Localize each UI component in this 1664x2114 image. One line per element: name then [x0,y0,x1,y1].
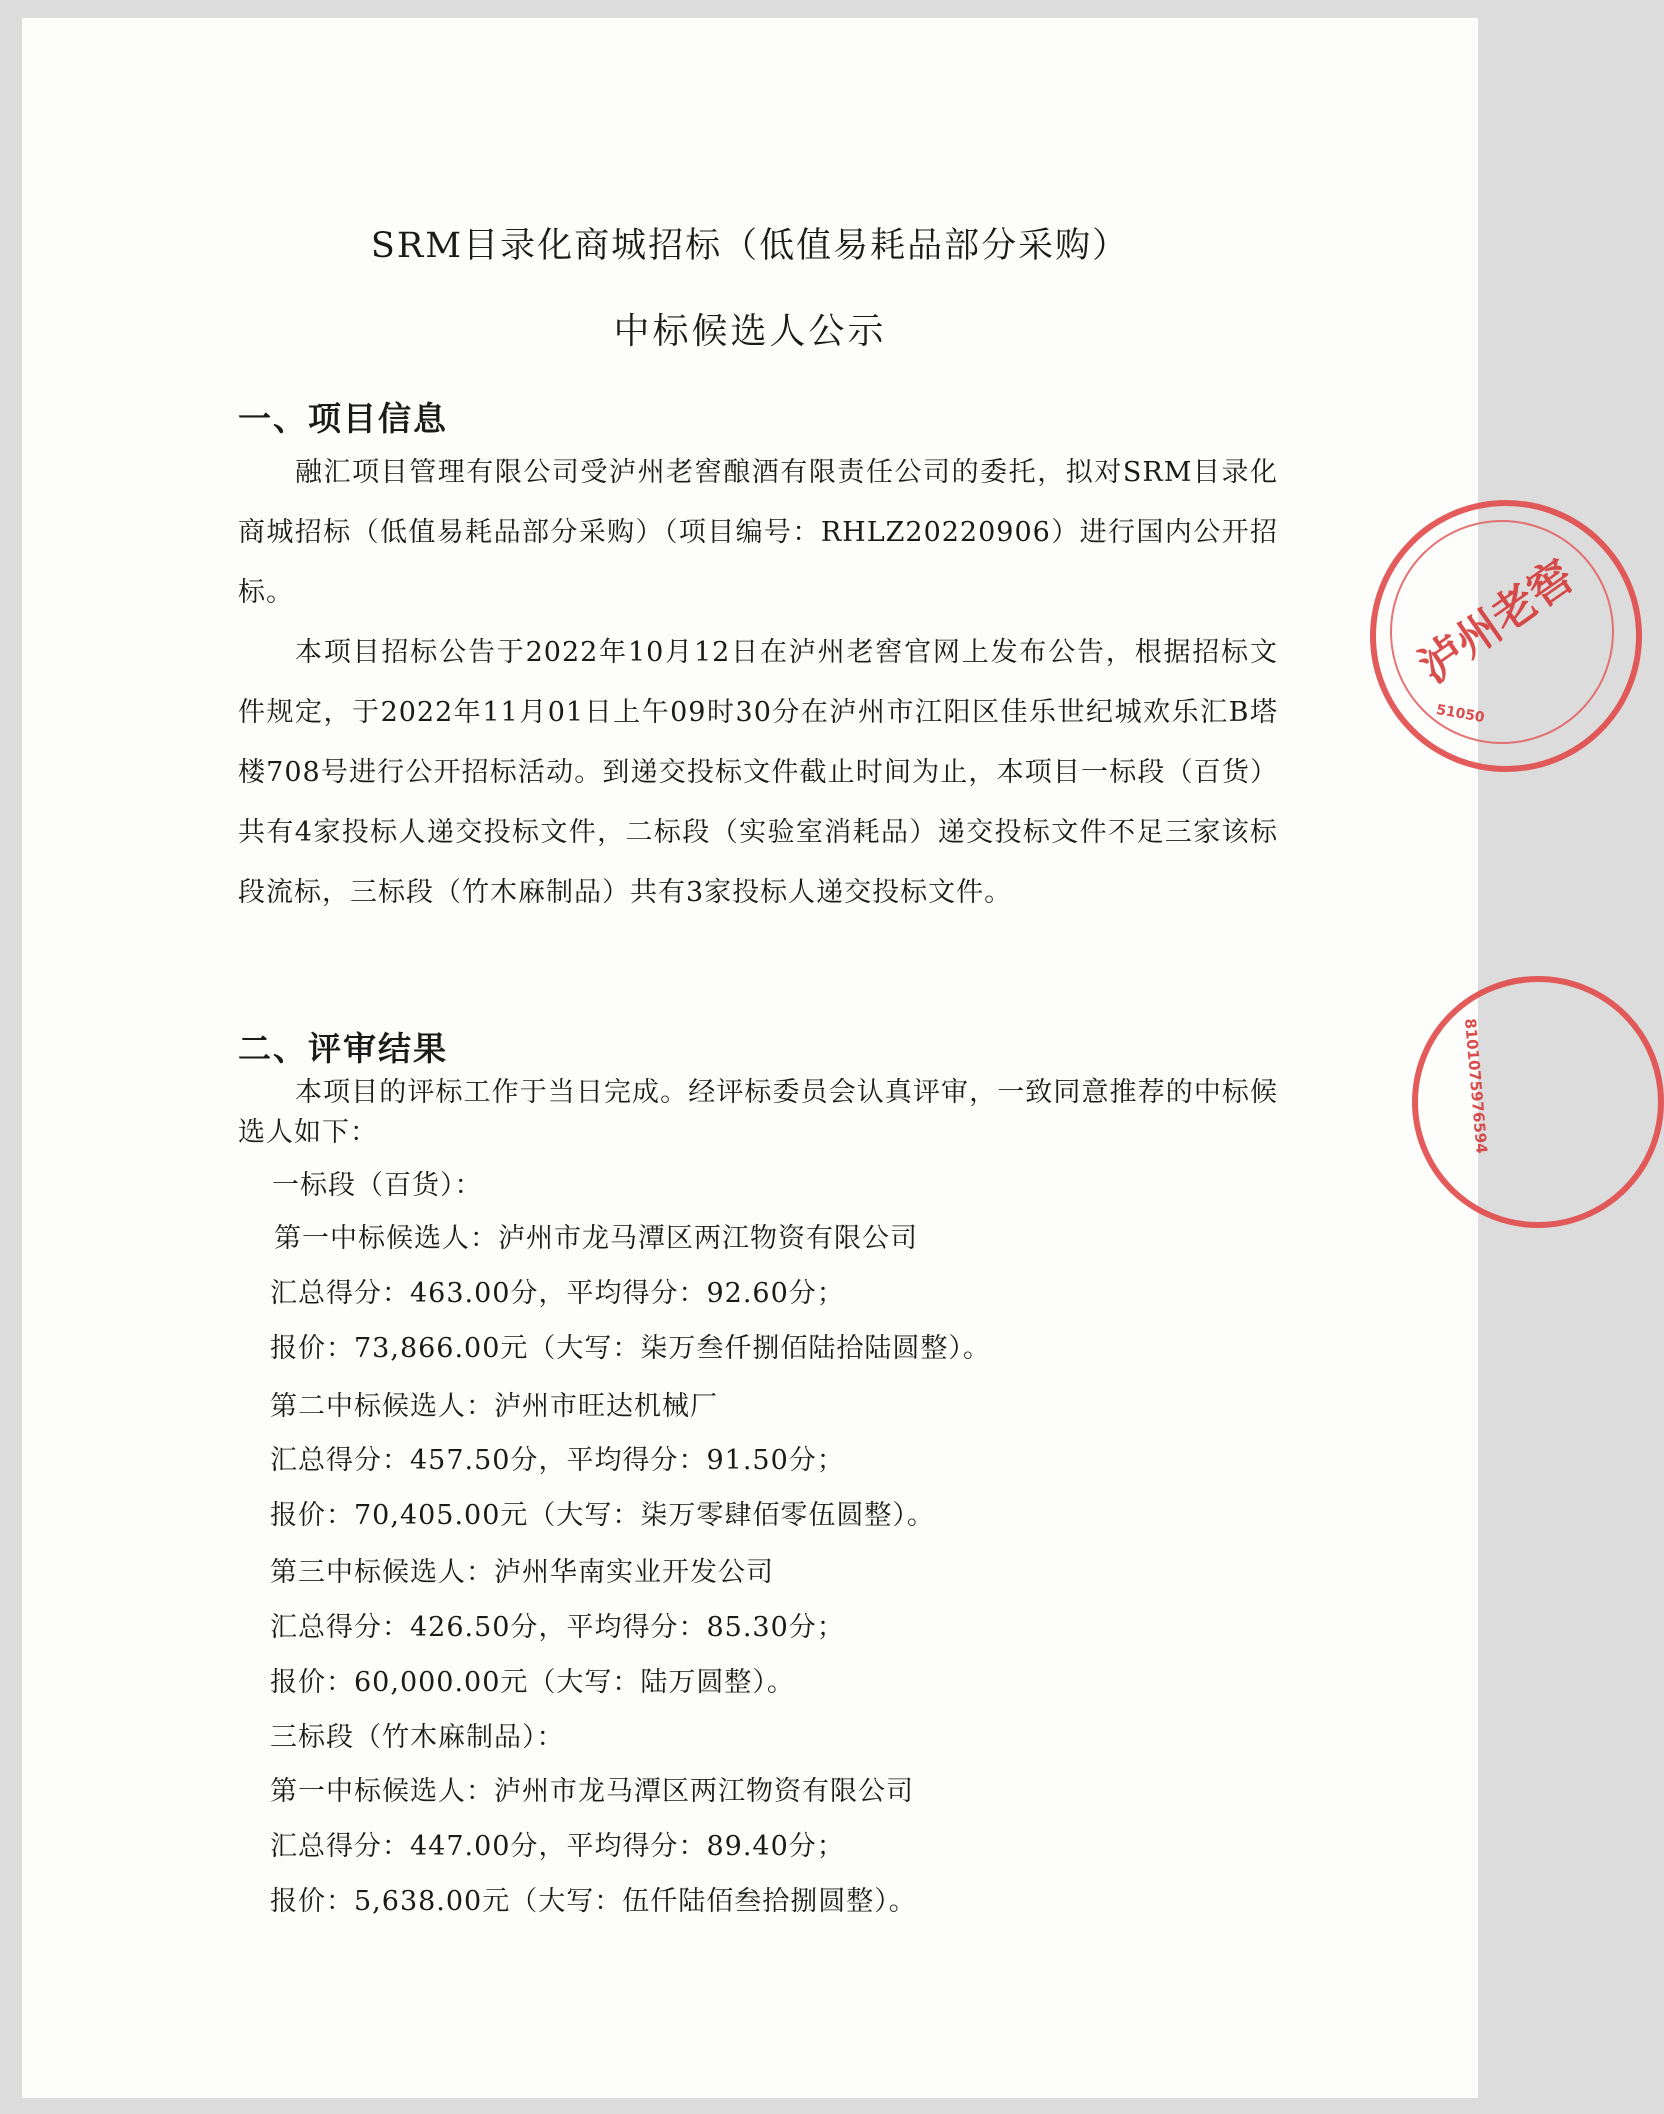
seal-1-code: 51050 [1434,701,1486,727]
lot1-candidate2-name: 第二中标候选人：泸州市旺达机械厂 [270,1391,718,1422]
lot1-candidate2-score: 汇总得分：457.50分，平均得分：91.50分； [270,1445,845,1476]
section1-paragraph-1: 融汇项目管理有限公司受泸州老窖酿酒有限责任公司的委托，拟对SRM目录化商城招标（低值易耗品部分采购）（项目编号：RHLZ20220906）进行国内公开招标。 [238,457,1278,608]
section2-intro: 本项目的评标工作于当日完成。经评标委员会认真评审，一致同意推荐的中标候选人如下： [238,1077,1278,1148]
seal-2-code: 8101075976594 [1460,1017,1491,1155]
document-page [22,18,1584,2098]
lot1-candidate3-score: 汇总得分：426.50分，平均得分：85.30分； [270,1612,845,1643]
company-seal-1 [1370,500,1642,772]
lot1-candidate3-name: 第三中标候选人：泸州华南实业开发公司 [270,1557,774,1588]
document-title: SRM目录化商城招标（低值易耗品部分采购） [370,226,1130,266]
section2-heading: 二、评审结果 [238,1029,448,1068]
lot1-candidate1-price: 报价：73,866.00元（大写：柒万叁仟捌佰陆拾陆圆整）。 [270,1333,991,1364]
section1-heading: 一、项目信息 [238,399,448,438]
lot3-candidate1-score: 汇总得分：447.00分，平均得分：89.40分； [270,1831,845,1862]
lot3-candidate1-name: 第一中标候选人：泸州市龙马潭区两江物资有限公司 [270,1776,914,1807]
company-seal-2 [1412,976,1664,1228]
lot3-label: 三标段（竹木麻制品）： [270,1722,565,1753]
lot1-candidate1-score: 汇总得分：463.00分，平均得分：92.60分； [270,1278,845,1309]
section1-paragraph-2: 本项目招标公告于2022年10月12日在泸州老窖官网上发布公告，根据招标文件规定，于2022年11月01日上午09时30分在泸州市江阳区佳乐世纪城欢乐汇B塔楼708号进行公开招标活动。到递交投标文件截止时间为止，本项目一标段（百货）共有4家投标人递交投标文件，二标段（实验室消耗品）递交投标文件不足三家该标段流标，三标段（竹木麻制品）共有3家投标人递交投标文件。 [238,637,1278,908]
lot1-candidate2-price: 报价：70,405.00元（大写：柒万零肆佰零伍圆整）。 [270,1500,935,1531]
lot1-label: 一标段（百货）： [272,1170,483,1201]
document-subtitle: 中标候选人公示 [613,311,887,352]
lot3-candidate1-price: 报价：5,638.00元（大写：伍仟陆佰叁拾捌圆整）。 [270,1886,917,1917]
seal-1-text: 泸州老窖 [1409,550,1584,694]
lot1-candidate3-price: 报价：60,000.00元（大写：陆万圆整）。 [270,1667,795,1698]
lot1-candidate1-name: 第一中标候选人：泸州市龙马潭区两江物资有限公司 [274,1223,918,1254]
